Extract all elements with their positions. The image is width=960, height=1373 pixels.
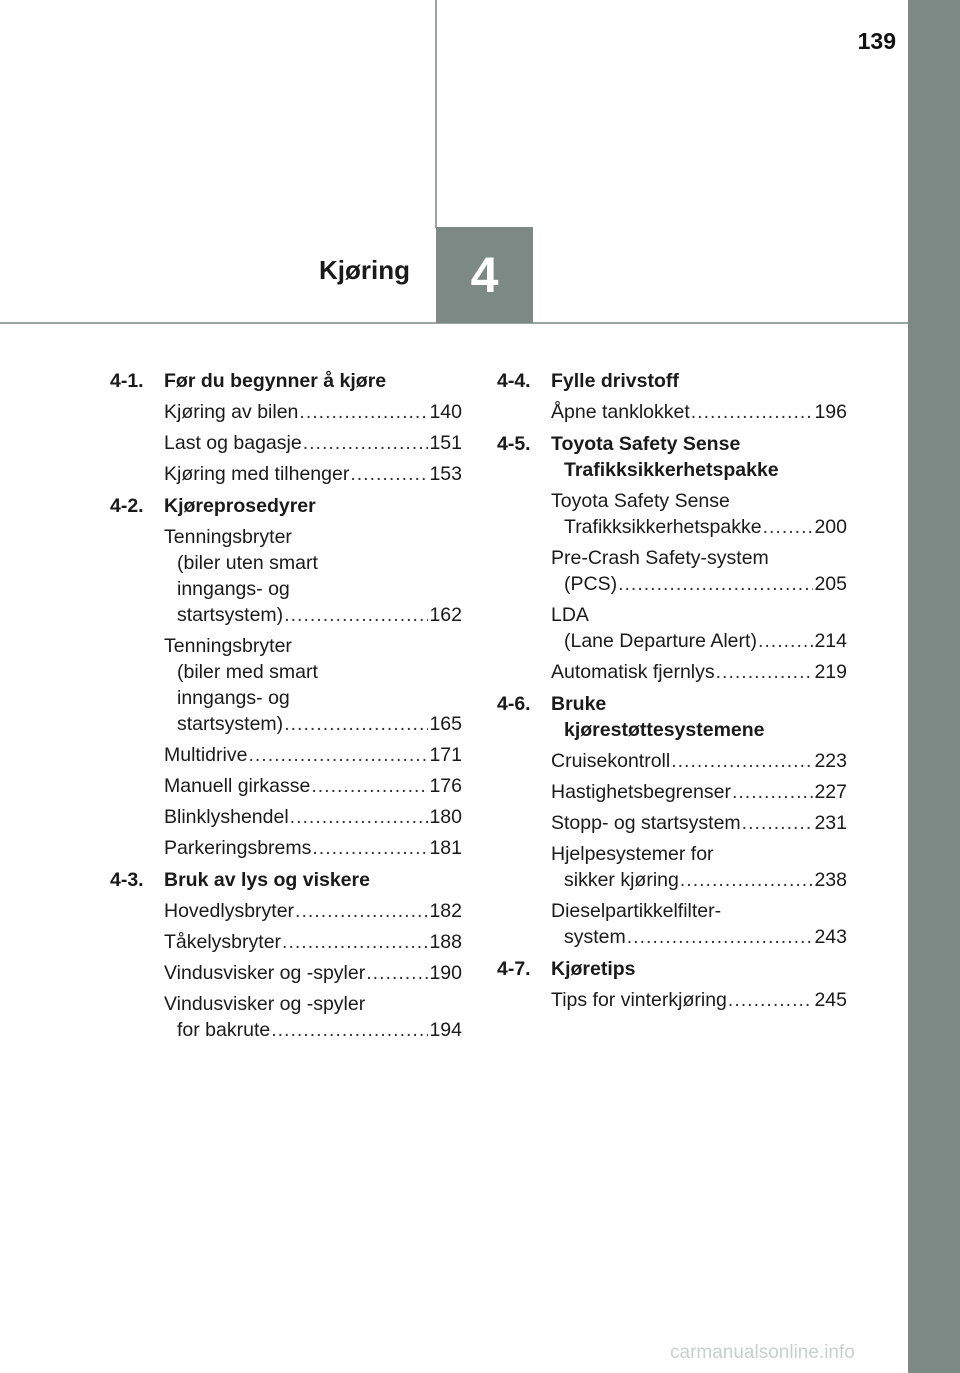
section-number: 4-1. (110, 370, 144, 392)
section-title (164, 493, 462, 519)
entry-last-line (551, 571, 847, 597)
toc-entry[interactable] (164, 991, 462, 1043)
entry-text-line: Cruisekontroll (551, 750, 671, 772)
entry-last-line (164, 711, 462, 737)
toc-entry[interactable] (551, 779, 847, 805)
entry-page-number: 194 (429, 1019, 462, 1041)
entry-text-line: system (564, 926, 626, 948)
entry-text-line: Manuell girkasse (164, 775, 311, 797)
toc-entry[interactable] (164, 773, 462, 799)
toc-entry[interactable] (164, 835, 462, 861)
entry-text-line: sikker kjøring (564, 869, 679, 891)
toc-entry[interactable] (551, 659, 847, 685)
section-heading (497, 691, 847, 743)
dot-leader (728, 987, 814, 1013)
toc-section (497, 956, 847, 1013)
entry-text-line: inngangs- og (177, 687, 290, 709)
entry-page-number: 176 (429, 775, 462, 797)
dot-leader (350, 461, 428, 487)
toc-entry[interactable] (164, 461, 462, 487)
toc-entry[interactable] (551, 841, 847, 893)
page-number: 139 (857, 28, 896, 54)
section-title (164, 867, 462, 893)
section-heading (497, 368, 847, 394)
chapter-number-box: 4 (436, 227, 533, 323)
entry-text-line: Multidrive (164, 744, 248, 766)
entry-page-number: 181 (429, 837, 462, 859)
entry-last-line (164, 461, 462, 487)
section-heading (497, 431, 847, 483)
entry-text-line: Tåkelysbryter (164, 931, 282, 953)
entry-page-number: 223 (814, 750, 847, 772)
entry-text-line: Hastighetsbegrenser (551, 781, 731, 803)
entry-text-line: Dieselpartikkelfilter- (551, 900, 722, 922)
toc-entry[interactable] (551, 399, 847, 425)
section-title (551, 956, 847, 982)
entry-last-line (164, 602, 462, 628)
dot-leader (299, 399, 428, 425)
toc-entry[interactable] (551, 545, 847, 597)
entry-last-line (551, 628, 847, 654)
entry-page-number: 180 (429, 806, 462, 828)
entry-text-line: Pre-Crash Safety-system (551, 547, 769, 569)
entry-page-number: 238 (814, 869, 847, 891)
entry-last-line (164, 773, 462, 799)
entry-text-line: (biler uten smart (177, 552, 318, 574)
section-title-line: Bruk av lys og viskere (164, 869, 370, 891)
toc-left-column (110, 368, 462, 1049)
dot-leader (284, 711, 428, 737)
entry-last-line (164, 898, 462, 924)
section-title-line: Kjøreprosedyrer (164, 495, 316, 517)
entry-page-number: 182 (429, 900, 462, 922)
section-title (551, 691, 847, 743)
dot-leader (763, 514, 814, 540)
entry-page-number: 205 (814, 573, 847, 595)
entry-text-line: startsystem) (177, 604, 284, 626)
entry-text-line: Last og bagasje (164, 432, 302, 454)
section-title-line: Kjøretips (551, 958, 636, 980)
toc-section (497, 691, 847, 950)
entry-page-number: 243 (814, 926, 847, 948)
entry-last-line (551, 779, 847, 805)
entry-last-line (551, 659, 847, 685)
entry-last-line (164, 430, 462, 456)
watermark: carmanualsonline.info (670, 1342, 855, 1363)
dot-leader (284, 602, 428, 628)
section-title (164, 368, 462, 394)
dot-leader (742, 810, 814, 836)
entry-text-line: LDA (551, 604, 589, 626)
entry-last-line (551, 748, 847, 774)
entry-last-line (551, 514, 847, 540)
entry-last-line (164, 835, 462, 861)
dot-leader (671, 748, 813, 774)
entry-text-line: Trafikksikkerhetspakke (564, 516, 762, 538)
dot-leader (691, 399, 814, 425)
side-chapter-tab (908, 0, 960, 1373)
toc-entry[interactable] (551, 810, 847, 836)
toc-entry[interactable] (551, 602, 847, 654)
dot-leader (282, 929, 428, 955)
section-title-line: Før du begynner å kjøre (164, 370, 387, 392)
entry-text-line: Kjøring av bilen (164, 401, 299, 423)
entry-text-line: Stopp- og startsystem (551, 812, 741, 834)
entry-text-line: Åpne tanklokket (551, 401, 690, 423)
toc-section (110, 368, 462, 487)
section-heading (110, 493, 462, 519)
entry-last-line (551, 810, 847, 836)
entry-text-line: Automatisk fjernlys (551, 661, 715, 683)
entry-last-line (164, 742, 462, 768)
toc-section (110, 493, 462, 861)
entry-page-number: 231 (814, 812, 847, 834)
toc-entry[interactable] (164, 804, 462, 830)
entry-text-line: for bakrute (177, 1019, 271, 1041)
section-number: 4-7. (497, 958, 531, 980)
toc-entry[interactable] (164, 960, 462, 986)
dot-leader (732, 779, 814, 805)
dot-leader (311, 773, 428, 799)
dot-leader (618, 571, 813, 597)
entry-text-line: startsystem) (177, 713, 284, 735)
entry-page-number: 200 (814, 516, 847, 538)
header-vertical-rule (435, 0, 437, 228)
entry-text-line: Parkeringsbrems (164, 837, 312, 859)
toc-entry[interactable] (551, 488, 847, 540)
entry-text-line: Vindusvisker og -spyler (164, 962, 366, 984)
entry-last-line (551, 399, 847, 425)
dot-leader (680, 867, 814, 893)
section-title (551, 431, 847, 483)
entry-text-line: Kjøring med tilhenger (164, 463, 350, 485)
dot-leader (290, 804, 429, 830)
section-title-line: Fylle drivstoff (551, 370, 679, 392)
entry-last-line (164, 929, 462, 955)
dot-leader (366, 960, 428, 986)
entry-text-line: Tenningsbryter (164, 635, 292, 657)
entry-last-line (164, 1017, 462, 1043)
entry-last-line (164, 804, 462, 830)
entry-page-number: 227 (814, 781, 847, 803)
entry-last-line (551, 867, 847, 893)
dot-leader (716, 659, 814, 685)
section-number: 4-6. (497, 693, 531, 715)
toc-entry[interactable] (164, 399, 462, 425)
section-number: 4-2. (110, 495, 144, 517)
entry-last-line (164, 960, 462, 986)
section-title-line: Toyota Safety Sense (551, 433, 741, 455)
entry-page-number: 219 (814, 661, 847, 683)
toc-entry[interactable] (551, 748, 847, 774)
section-number: 4-5. (497, 433, 531, 455)
dot-leader (312, 835, 428, 861)
section-number: 4-4. (497, 370, 531, 392)
toc-entry[interactable] (164, 633, 462, 737)
entry-page-number: 190 (429, 962, 462, 984)
section-number: 4-3. (110, 869, 144, 891)
toc-right-column (497, 368, 847, 1019)
toc-section (497, 368, 847, 425)
dot-leader (627, 924, 814, 950)
entry-page-number: 151 (429, 432, 462, 454)
toc-entry[interactable] (551, 987, 847, 1013)
entry-text-line: Toyota Safety Sense (551, 490, 730, 512)
entry-text-line: (Lane Departure Alert) (564, 630, 757, 652)
entry-text-line: (biler med smart (177, 661, 318, 683)
dot-leader (295, 898, 428, 924)
section-heading (110, 867, 462, 893)
entry-text-line: Vindusvisker og -spyler (164, 993, 366, 1015)
section-title-line: Trafikksikkerhetspakke (564, 459, 779, 481)
toc-entry[interactable] (551, 898, 847, 950)
section-title-line: Bruke (551, 693, 607, 715)
section-title-line: kjørestøttesystemene (564, 719, 765, 741)
toc-entry[interactable] (164, 898, 462, 924)
entry-last-line (164, 399, 462, 425)
dot-leader (758, 628, 814, 654)
toc-entry[interactable] (164, 742, 462, 768)
toc-entry[interactable] (164, 430, 462, 456)
section-heading (497, 956, 847, 982)
entry-text-line: Tips for vinterkjøring (551, 989, 727, 1011)
entry-page-number: 165 (429, 713, 462, 735)
entry-page-number: 214 (814, 630, 847, 652)
dot-leader (303, 430, 429, 456)
entry-last-line (551, 987, 847, 1013)
entry-last-line (551, 924, 847, 950)
entry-text-line: Hjelpesystemer for (551, 843, 714, 865)
dot-leader (271, 1017, 428, 1043)
entry-text-line: inngangs- og (177, 578, 290, 600)
toc-section (497, 431, 847, 685)
entry-text-line: Hovedlysbryter (164, 900, 295, 922)
entry-text-line: Tenningsbryter (164, 526, 292, 548)
dot-leader (248, 742, 428, 768)
entry-page-number: 140 (429, 401, 462, 423)
section-heading (110, 368, 462, 394)
entry-page-number: 196 (814, 401, 847, 423)
toc-section (110, 867, 462, 1043)
entry-page-number: 245 (814, 989, 847, 1011)
section-title (551, 368, 847, 394)
entry-page-number: 188 (429, 931, 462, 953)
entry-page-number: 171 (429, 744, 462, 766)
toc-entry[interactable] (164, 524, 462, 628)
toc-entry[interactable] (164, 929, 462, 955)
entry-page-number: 162 (429, 604, 462, 626)
chapter-title: Kjøring (319, 255, 410, 285)
entry-page-number: 153 (429, 463, 462, 485)
entry-text-line: (PCS) (564, 573, 618, 595)
entry-text-line: Blinklyshendel (164, 806, 289, 828)
